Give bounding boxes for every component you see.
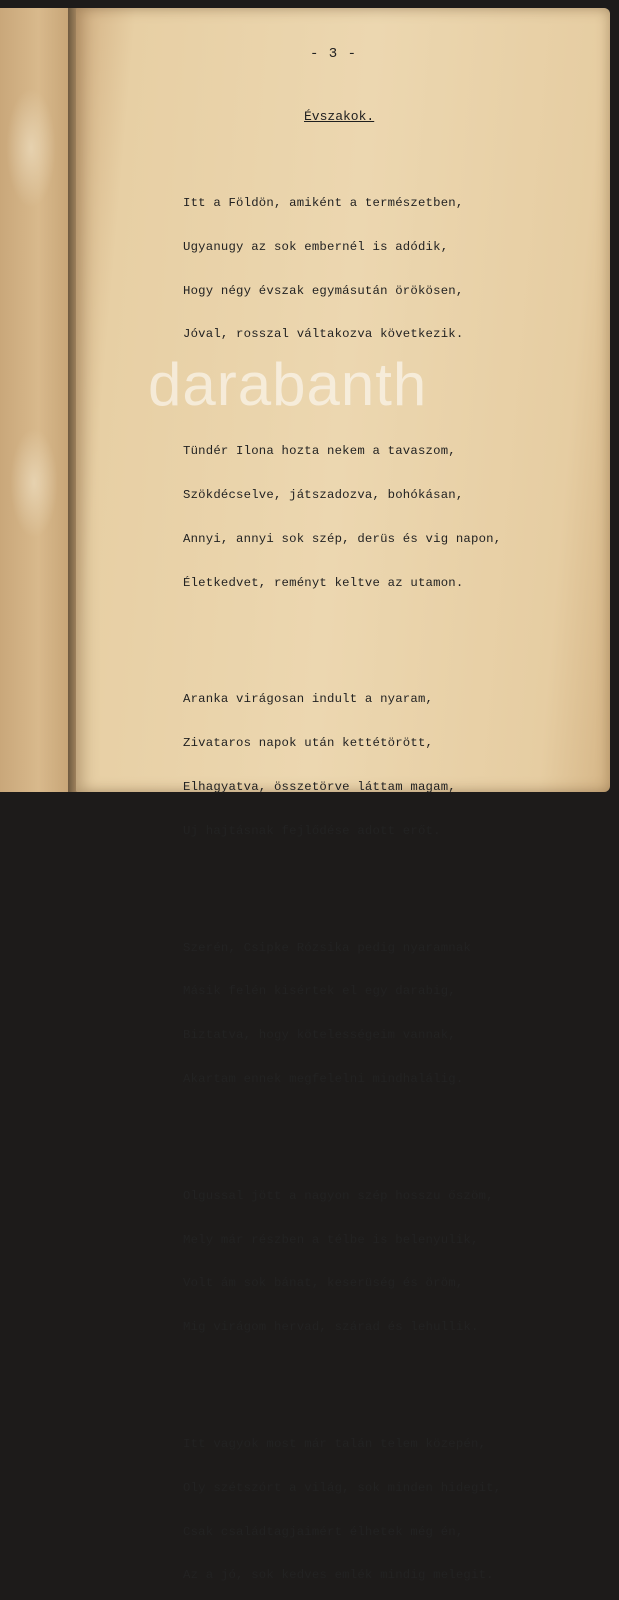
stanza: [183, 664, 583, 867]
poem-title: Évszakok.: [304, 109, 375, 124]
poem-line: Akartam ennek megfelelni mindhalálig.: [183, 1071, 464, 1086]
page-number: - 3 -: [310, 46, 358, 62]
paper-stain: [6, 88, 56, 208]
poem-line: Annyi, annyi sok szép, derüs és vig napon,: [183, 531, 502, 546]
stanza: [183, 168, 583, 371]
poem-line: Mig virágom hervad, szárad és lehullik.: [183, 1320, 479, 1335]
poem-line: Itt a Földön, amiként a természetben,: [183, 196, 464, 210]
poem-line: Szökdécselve, játszadozva, bohókásan,: [183, 487, 464, 502]
poem-line: Aranka virágosan indult a nyaram,: [183, 692, 434, 707]
poem-line: Ugyanugy az sok embernél is adódik,: [183, 239, 449, 254]
left-page: [0, 8, 72, 792]
poem-line: Elhagyatva, összetörve láttam magam,: [183, 779, 456, 794]
poem-line: Hogy négy évszak egymásután örökösen,: [183, 283, 464, 298]
poem-line: Másik felén kisértek el egy darabig,: [183, 984, 456, 999]
poem-line: Életkedvet, reményt keltve az utamon.: [183, 575, 464, 590]
poem-line: Jóval, rosszal váltakozva következik.: [183, 327, 464, 342]
poem-line: Uj hajtásnak fejlődése adott erőt.: [183, 823, 441, 838]
watermark: darabanth: [148, 351, 428, 418]
poem-line: Oly szétszórt a világ, sok minden hidegit,: [183, 1480, 502, 1495]
poem-line: Zivataros napok után kettétörött,: [183, 736, 434, 751]
poem-line: Mely már részben a télbe is belenyulik,: [183, 1232, 479, 1247]
poem-line: Az a jó, sok kedves emlék mindig melegit.: [183, 1568, 494, 1583]
poem-line: Volt ám sok bánat, keserüség és öröm,: [183, 1276, 464, 1291]
poem-line: Itt vagyok most már talán telem közepén,: [183, 1436, 487, 1451]
paper-stain: [10, 428, 58, 538]
poem-line: Csak családtagjaimért élhetek még én,: [183, 1524, 464, 1539]
stanza: [183, 416, 583, 619]
poem-line: Biztatva, hogy kötelességeim vannak,: [183, 1028, 456, 1043]
poem-line: Szerén, Csipke Rózsika pedig nyaramnak: [183, 940, 472, 955]
poem-line: Olgussal jött a nagyon szép hosszu őszöm,: [183, 1188, 494, 1203]
poem-line: Tündér Ilona hozta nekem a tavaszom,: [183, 444, 456, 459]
stanza: [183, 913, 583, 1116]
stanza: [183, 1161, 583, 1364]
stanza: [183, 1409, 583, 1600]
